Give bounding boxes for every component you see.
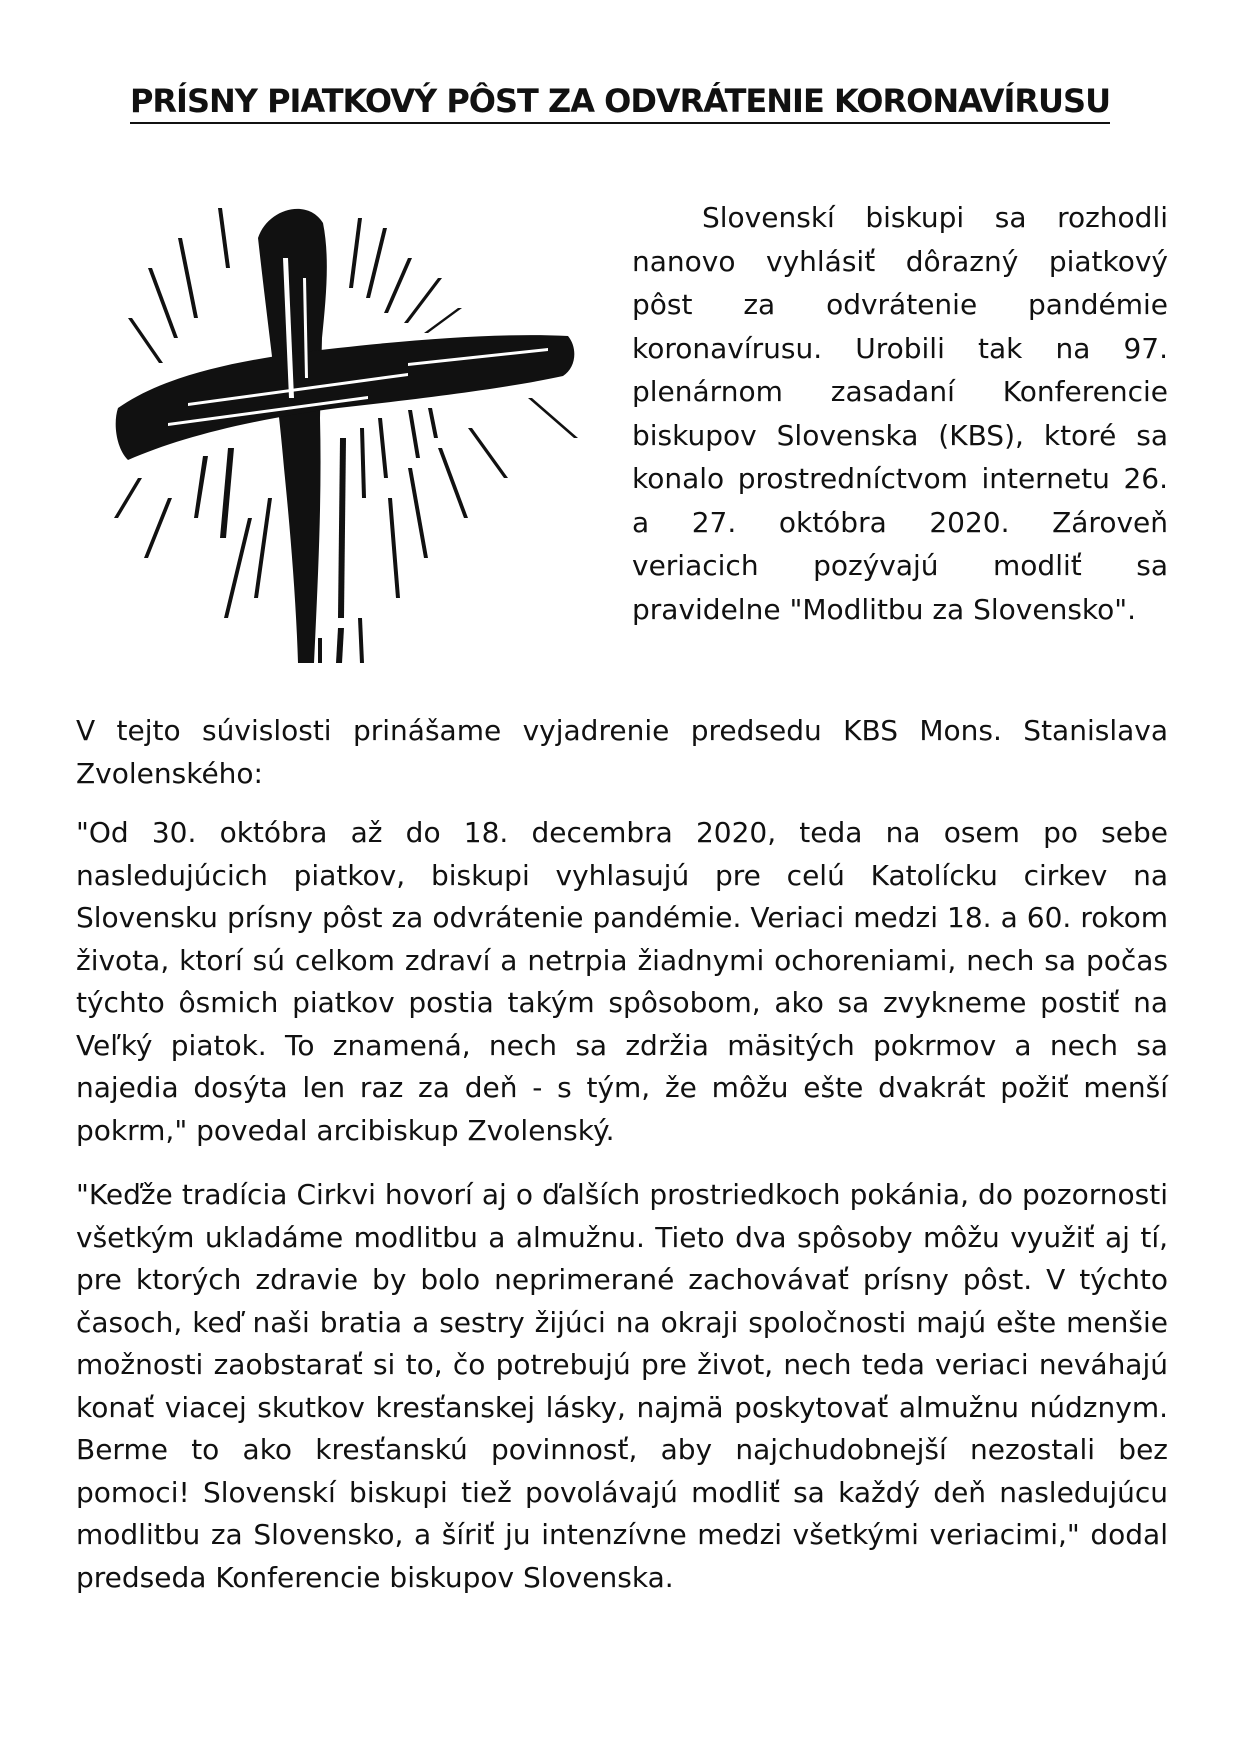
woodcut-cross-icon [108, 198, 618, 668]
body-paragraph-1: V tejto súvislosti prinášame vyjadrenie predsedu KBS Mons. Stanislava Zvolenského: [76, 714, 1168, 790]
intro-paragraph: Slovenskí biskupi sa rozhodli nanovo vyhlásiť dôrazný piatkový pôst za odvrátenie pandémie koronavírusu. Urobili tak na 97. plenárnom zasadaní Konferencie biskupov Slovenska (KBS), ktoré sa konalo prostredníctvom internetu 26. a 27. októbra 2020. Zároveň veriacich pozývajú modliť sa pravidelne "Modlitbu za Slovensko". [632, 201, 1168, 626]
body-paragraph-3: "Keďže tradícia Cirkvi hovorí aj o ďalších prostriedkoch pokánia, do pozornosti všetkým ukladáme modlitbu a almužnu. Tieto dva spôsoby môžu využiť aj tí, pre ktorých zdravie by bolo neprimerané zachovávať prísny pôst. V týchto časoch, keď naši bratia a sestry žijúci na okraji spoločnosti majú ešte menšie možnosti zaobstarať si to, čo potrebujú pre život, nech teda veriaci neváhajú konať viacej skutkov kresťanskej lásky, najmä poskytovať almužnu núdznym. Berme to ako kresťanskú povinnosť, aby najchudobnejší nezostali bez pomoci! Slovenskí biskupi tiež povolávajú modliť sa každý deň nasledujúcu modlitbu za Slovensko, a šíriť ju intenzívne medzi všetkými veriacimi," dodal predseda Konferencie biskupov Slovenska. [76, 1178, 1168, 1594]
page-title [0, 82, 1240, 120]
body-paragraph-2: "Od 30. októbra až do 18. decembra 2020, teda na osem po sebe nasledujúcich piatkov, biskupi vyhlasujú pre celú Katolícku cirkev na Slovensku prísny pôst za odvrátenie pandémie. Veriaci medzi 18. a 60. rokom života, ktorí sú celkom zdraví a netrpia žiadnymi ochoreniami, nech sa počas týchto ôsmich piatkov postia takým spôsobom, ako sa zvykneme postiť na Veľký piatok. To znamená, nech sa zdržia mäsitých pokrmov a nech sa najedia dosýta len raz za deň - s tým, že môžu ešte dvakrát požiť menší pokrm," povedal arcibiskup Zvolenský. [76, 816, 1168, 1147]
page-title-text: PRÍSNY PIATKOVÝ PÔST ZA ODVRÁTENIE KORONAVÍRUSU [130, 82, 1110, 124]
